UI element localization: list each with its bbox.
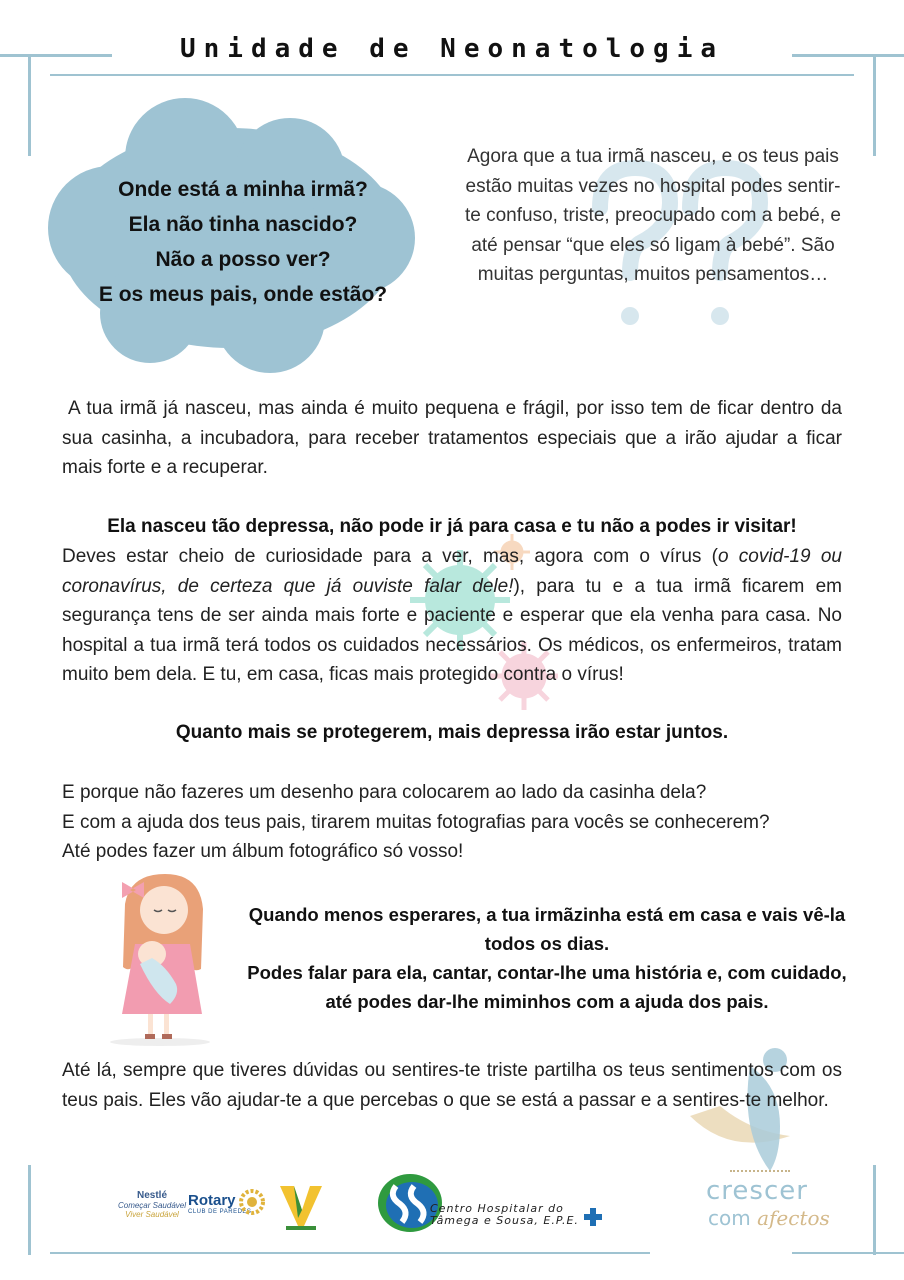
closing-line-1: Quando menos esperares, a tua irmãzinha está em casa e vais vê-la todos os dias. <box>248 904 846 954</box>
drawing-line: E porque não fazeres um desenho para colocarem ao lado da casinha dela? <box>62 782 707 803</box>
hospital-line-1: Centro Hospitalar do <box>430 1202 564 1215</box>
cloud-line: Não a posso ver? <box>155 248 331 271</box>
frame-left-bottom <box>28 1165 31 1255</box>
cloud-line: Onde está a minha irmã? <box>118 178 368 201</box>
cloud-line: E os meus pais, onde estão? <box>98 283 388 306</box>
rotary-wheel-icon <box>238 1188 266 1216</box>
heading-protect: Quanto mais se protegerem, mais depressa irão estar juntos. <box>175 722 729 743</box>
cloud-questions <box>78 172 408 312</box>
frame-bottom <box>50 1252 650 1254</box>
crescer-dots <box>730 1170 790 1172</box>
heading-visit: Ela nasceu tão depressa, não pode ir já para casa e tu não a podes ir visitar! <box>107 516 797 537</box>
cloud-line: Ela não tinha nascido? <box>128 213 358 236</box>
closing-line-2: Podes falar para ela, cantar, contar-lhe uma história e, com cuidado, até podes dar-lhe miminhos com a ajuda dos pais. <box>247 962 847 1012</box>
rotary-name: Rotary <box>188 1192 236 1209</box>
frame-top-inner <box>50 74 854 76</box>
paragraph-drawing <box>62 778 842 867</box>
com-afectos <box>708 1206 830 1230</box>
girl-with-baby-illustration <box>100 864 220 1049</box>
nestle-tagline-1: Começar Saudável <box>117 1201 187 1210</box>
paragraph-incubator: A tua irmã já nasceu, mas ainda é muito pequena e frágil, por isso tem de ficar dentro da sua casinha, a incubadora, para receber tratamentos especiais que a irão ajudar a ficar mais forte e a recuperar. <box>62 398 842 478</box>
com-word: com <box>708 1206 751 1230</box>
virus-text-start: Deves estar cheio de curiosidade para a ver, mas, agora com o vírus ( <box>62 546 718 567</box>
virus-text-end: ), para tu e a tua irmã ficarem em segurança tens de ser ainda mais forte e paciente e esperar que ela venha para casa. No hospital a tua irmã terá todos os cuidados necessários. Os médicos, os enfermeiros, tratam muito bem dela. E tu, em casa, ficas mais protegido contra o vírus! <box>62 575 842 685</box>
rotary-subtitle: CLUB DE PAREDES <box>188 1209 252 1215</box>
drawing-line: Até podes fazer um álbum fotográfico só vosso! <box>62 841 464 862</box>
paragraph-virus <box>62 542 842 690</box>
page-title: Unidade de Neonatologia <box>179 34 725 64</box>
frame-right-bottom <box>873 1165 876 1255</box>
crescer-word: crescer <box>706 1176 808 1206</box>
v-logo-icon <box>278 1182 324 1232</box>
nestle-logo <box>112 1190 192 1226</box>
paragraph-final: Até lá, sempre que tiveres dúvidas ou sentires-te triste partilha os teus sentimentos com os teus pais. Eles vão ajudar-te a que percebas o que se está a passar e a sentires-te melhor. <box>62 1060 842 1111</box>
hospital-cross-icon <box>584 1208 602 1226</box>
intro-text: Agora que a tua irmã nasceu, e os teus pais estão muitas vezes no hospital podes sentir-te confuso, triste, preocupado com a bebé, e até pensar “que eles só ligam à bebé”. São muitas perguntas, muitos pensamentos… <box>464 146 841 285</box>
closing-message <box>242 900 852 1016</box>
nestle-tagline-2: Viver Saudável <box>125 1210 179 1219</box>
virus-text-italic: o covid-19 ou coronavírus, de certeza que já ouviste falar dele! <box>62 546 842 597</box>
hospital-name <box>430 1203 590 1227</box>
afectos-word: afectos <box>757 1206 830 1230</box>
frame-bottom-right <box>792 1252 904 1254</box>
hospital-line-2: Tâmega e Sousa, E.P.E. <box>430 1214 579 1227</box>
frame-left-top <box>28 56 31 156</box>
drawing-line: E com a ajuda dos teus pais, tirarem muitas fotografias para vocês se conhecerem? <box>62 811 770 833</box>
frame-right-top <box>873 56 876 156</box>
nestle-brand: Nestlé <box>136 1190 167 1201</box>
